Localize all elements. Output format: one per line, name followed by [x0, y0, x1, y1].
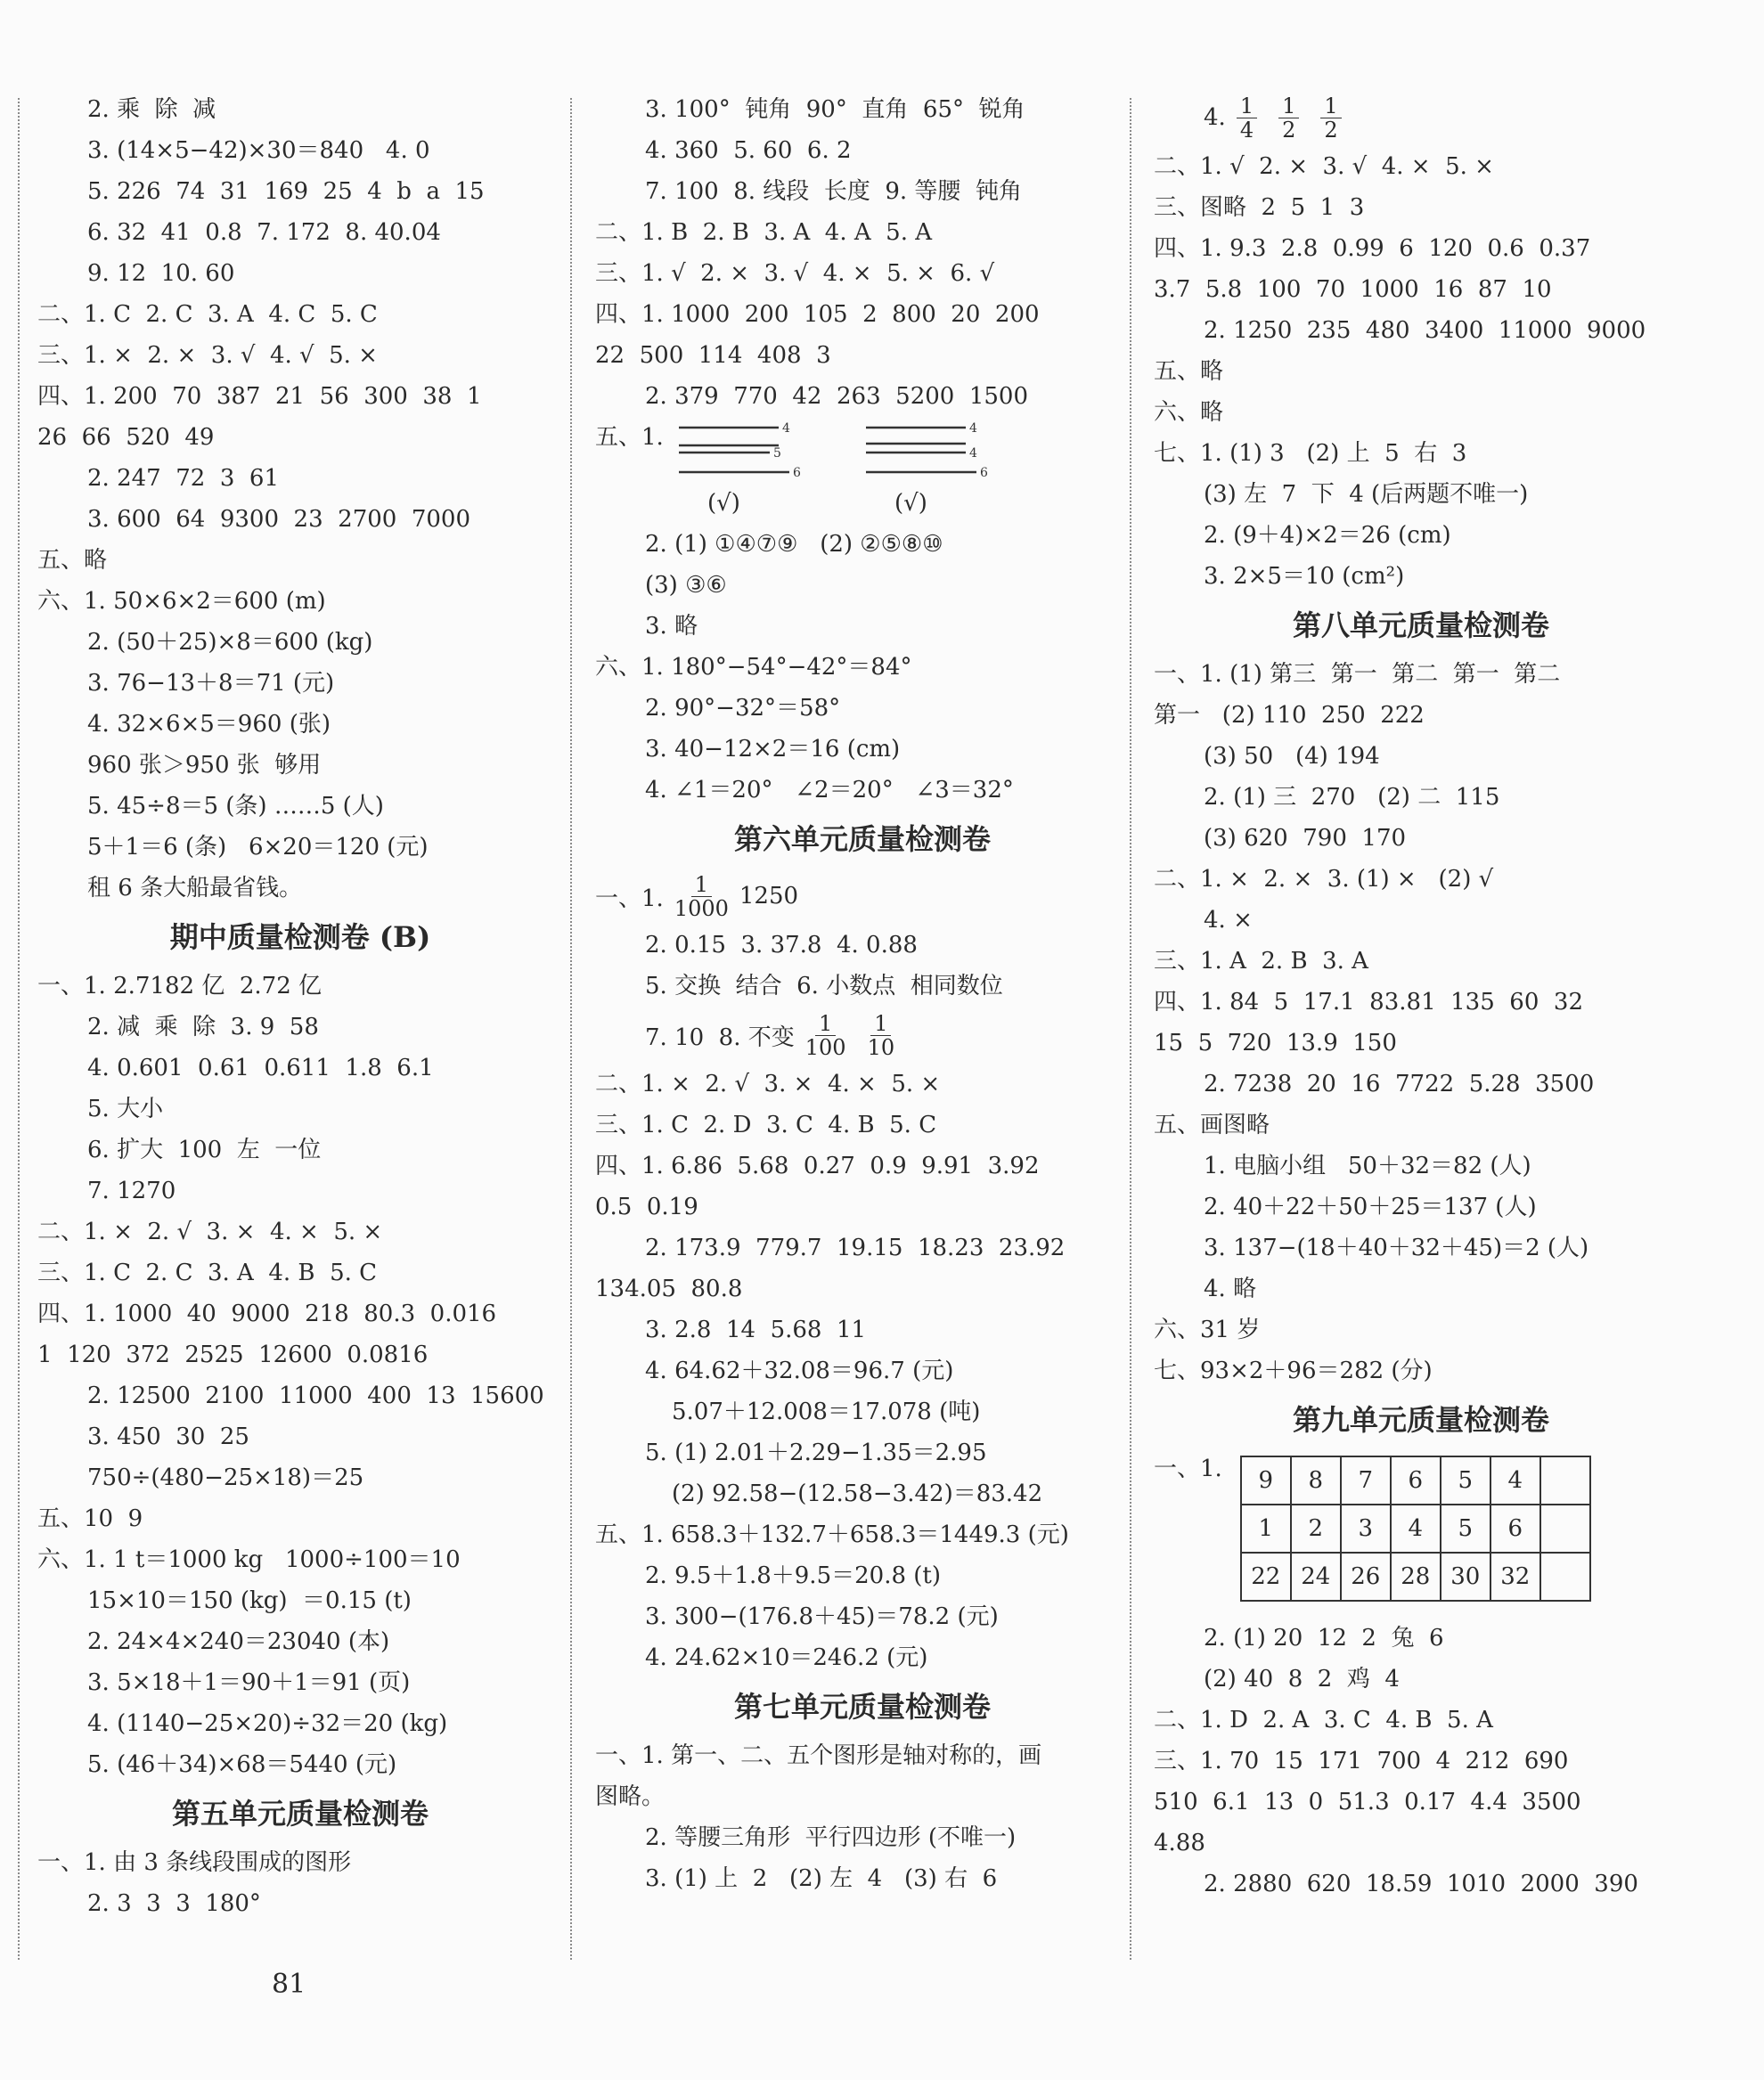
answer-line: 26 66 520 49 [37, 424, 215, 451]
answer-line: 5. 226 74 31 169 25 4 b a 15 [87, 178, 485, 205]
answer-line: 4. 360 5. 60 6. 2 [645, 137, 852, 164]
answer-line: 7. 1270 [87, 1178, 176, 1204]
answer-line: 2. 9.5＋1.8＋9.5＝20.8 (t) [645, 1562, 942, 1589]
answer-line: 五、10 9 [37, 1505, 143, 1532]
answer-line: 2. 7238 20 16 7722 5.28 3500 [1204, 1071, 1595, 1097]
answer-line: 六、1. 50×6×2＝600 (m) [37, 588, 326, 615]
answer-line: 5. 大小 [87, 1096, 164, 1122]
grid-row [1241, 1505, 1590, 1553]
section-heading: 第五单元质量检测卷 [171, 1797, 429, 1831]
answer-line: 4. 略 [1204, 1276, 1257, 1302]
answer-line: 3.7 5.8 100 70 1000 16 87 10 [1154, 276, 1552, 303]
section-heading: 第六单元质量检测卷 [733, 822, 991, 856]
segment-label: 6 [793, 466, 801, 479]
answer-line: 5＋1＝6 (条) 6×20＝120 (元) [87, 834, 429, 861]
answer-line: 3. (1) 上 2 (2) 左 4 (3) 右 6 [645, 1865, 998, 1892]
denominator: 2 [1324, 117, 1338, 143]
grid-cell: 22 [1241, 1553, 1291, 1601]
answer-line: 3. 40−12×2＝16 (cm) [645, 736, 901, 763]
triangle-sides-question [595, 417, 1130, 524]
grid-cell: 6 [1391, 1456, 1441, 1505]
grid-cell: 26 [1341, 1553, 1391, 1601]
answer-line: (2) 92.58−(12.58−3.42)＝83.42 [672, 1480, 1043, 1507]
answer-line: 6. 32 41 0.8 7. 172 8. 40.04 [87, 219, 441, 246]
answer-line: 二、1. × 2. √ 3. × 4. × 5. × [37, 1219, 383, 1245]
answer-line: (3) 左 7 下 4 (后两题不唯一) [1204, 481, 1529, 508]
answer-line: 2. 等腰三角形 平行四边形 (不唯一) [645, 1824, 1017, 1851]
segment-figures [672, 417, 992, 524]
answer-line: 2. (1) 20 12 2 兔 6 [1204, 1625, 1444, 1652]
answer-line: 四、1. 200 70 387 21 56 300 38 1 [37, 383, 482, 410]
numerator: 1 [1278, 94, 1299, 118]
answer-line: 3. 137−(18＋40＋32＋45)＝2 (人) [1204, 1235, 1589, 1261]
answer-line: 4. 0.601 0.61 0.611 1.8 6.1 [87, 1055, 434, 1081]
numerator: 1 [691, 873, 712, 897]
grid-cell: 4 [1391, 1505, 1441, 1553]
answer-line: 四、1. 1000 40 9000 218 80.3 0.016 [37, 1301, 497, 1327]
page-number: 81 [272, 1969, 306, 2000]
answer-line: 二、1. D 2. A 3. C 4. B 5. A [1154, 1707, 1493, 1733]
answer-line: 3. 略 [645, 613, 698, 640]
grid-row [1241, 1456, 1590, 1505]
answer-line: (3) 50 (4) 194 [1204, 743, 1380, 770]
answer-line: 3. 76−13＋8＝71 (元) [87, 670, 335, 697]
grid-cell: 5 [1441, 1505, 1490, 1553]
segment-set-1 [672, 417, 805, 479]
answer-line: 二、1. × 2. √ 3. × 4. × 5. × [595, 1071, 941, 1097]
answer-line: 六、1. 1 t＝1000 kg 1000÷100＝10 [37, 1546, 461, 1573]
grid-cell [1540, 1505, 1590, 1553]
answer-line: (2) 40 8 2 鸡 4 [1204, 1666, 1400, 1693]
answer-line: 六、略 [1154, 399, 1224, 426]
numerator: 1 [1237, 94, 1257, 118]
answer-line: 三、1. × 2. × 3. √ 4. √ 5. × [37, 342, 378, 369]
answer-line: 6. 扩大 100 左 一位 [87, 1137, 322, 1163]
denominator: 2 [1282, 117, 1296, 143]
answer-line: 四、1. 1000 200 105 2 800 20 200 [595, 301, 1040, 328]
answer-line: 第一 (2) 110 250 222 [1154, 702, 1425, 729]
answer-line: 2. 1250 235 480 3400 11000 9000 [1204, 317, 1646, 344]
answer-line: 5. (46＋34)×68＝5440 (元) [87, 1751, 397, 1778]
answer-line: 5.07＋12.008＝17.078 (吨) [672, 1399, 981, 1425]
section-heading: 第八单元质量检测卷 [1292, 608, 1549, 642]
fraction [674, 873, 729, 920]
answer-line: 4. 64.62＋32.08＝96.7 (元) [645, 1358, 954, 1384]
answer-line: 三、图略 2 5 1 3 [1154, 194, 1365, 221]
answer-line: 15 5 720 13.9 150 [1154, 1030, 1397, 1056]
answer-line: 三、1. 70 15 171 700 4 212 690 [1154, 1748, 1569, 1774]
answer-text: 一、1. [595, 885, 664, 912]
grid-cell: 9 [1241, 1456, 1291, 1505]
answer-line: 2. 12500 2100 11000 400 13 15600 [87, 1383, 544, 1409]
answer-line: 三、1. C 2. D 3. C 4. B 5. C [595, 1112, 937, 1138]
answer-line: 2. 247 72 3 61 [87, 465, 279, 492]
segment-label: 4 [969, 421, 977, 436]
grid-cell: 5 [1441, 1456, 1490, 1505]
numerator: 1 [1320, 94, 1341, 118]
answer-line: 3. 300−(176.8＋45)＝78.2 (元) [645, 1603, 999, 1630]
answer-line: 2. 40＋22＋50＋25＝137 (人) [1204, 1194, 1537, 1220]
answer-line: 2. 379 770 42 263 5200 1500 [645, 383, 1029, 410]
answer-line: 1. 电脑小组 50＋32＝82 (人) [1204, 1153, 1531, 1179]
fraction [805, 1012, 846, 1059]
answer-line: 三、1. √ 2. × 3. √ 4. × 5. × 6. √ [595, 260, 995, 287]
answer-text: 4. [1204, 104, 1226, 131]
column-divider-left [18, 98, 20, 1960]
answer-line: (3) ③⑥ [645, 572, 727, 599]
answer-line: 四、1. 6.86 5.68 0.27 0.9 9.91 3.92 [595, 1153, 1040, 1179]
grid-cell: 8 [1291, 1456, 1341, 1505]
check-mark: (√) [894, 490, 927, 517]
column-1 [37, 89, 563, 1924]
answer-line: 2. 24×4×240＝23040 (本) [87, 1628, 390, 1655]
answer-line: 五、1. 658.3＋132.7＋658.3＝1449.3 (元) [595, 1521, 1069, 1548]
answer-line: 2. (1) ①④⑦⑨ (2) ②⑤⑧⑩ [645, 531, 943, 558]
answer-line: 二、1. C 2. C 3. A 4. C 5. C [37, 301, 378, 328]
section-heading: 期中质量检测卷 (B) [169, 920, 431, 954]
answer-line: 2. (1) 三 270 (2) 二 115 [1204, 784, 1500, 811]
numerator: 1 [815, 1012, 836, 1036]
denominator: 1000 [674, 895, 729, 921]
answer-line: 2. (9＋4)×2＝26 (cm) [1204, 522, 1451, 549]
answer-line: 2. (50＋25)×8＝600 (kg) [87, 629, 373, 656]
section-heading: 第九单元质量检测卷 [1292, 1403, 1549, 1437]
answer-line: 3. (14×5−42)×30＝840 4. 0 [87, 137, 430, 164]
answer-line: 9. 12 10. 60 [87, 260, 235, 287]
grid-cell: 4 [1490, 1456, 1540, 1505]
answer-line: 3. 450 30 25 [87, 1423, 249, 1450]
answer-line: 2. 173.9 779.7 19.15 18.23 23.92 [645, 1235, 1066, 1261]
answer-line: 134.05 80.8 [595, 1276, 743, 1302]
answer-line: 一、1. 2.7182 亿 2.72 亿 [37, 973, 322, 999]
answer-line: 3. 100° 钝角 90° 直角 65° 锐角 [645, 96, 1025, 123]
answer-line: 2. 2880 620 18.59 1010 2000 390 [1204, 1871, 1638, 1897]
grid-cell: 32 [1490, 1553, 1540, 1601]
answer-line: 4. 32×6×5＝960 (张) [87, 711, 331, 738]
answer-text: 7. 10 8. 不变 [645, 1024, 795, 1051]
answer-line: 4. ∠1＝20° ∠2＝20° ∠3＝32° [645, 777, 1014, 803]
denominator: 10 [867, 1034, 895, 1060]
fraction [868, 1012, 895, 1059]
answer-line: 1 120 372 2525 12600 0.0816 [37, 1342, 429, 1368]
grid-cell [1540, 1456, 1590, 1505]
column-3 [1154, 89, 1688, 1905]
answer-line-fraction [595, 868, 1130, 925]
number-grid-question [1154, 1448, 1688, 1618]
answer-line: 750÷(480−25×18)＝25 [87, 1464, 364, 1491]
check-mark: (√) [707, 490, 740, 517]
grid-cell: 6 [1490, 1505, 1540, 1553]
number-grid [1240, 1456, 1591, 1602]
answer-line: 15×10＝150 (kg) ＝0.15 (t) [87, 1587, 412, 1614]
answer-line: 3. 2.8 14 5.68 11 [645, 1317, 867, 1343]
answer-line: 三、1. A 2. B 3. A [1154, 948, 1368, 975]
answer-line: 五、略 [37, 547, 108, 574]
answer-line-fraction [595, 1007, 1130, 1064]
answer-line: 二、1. B 2. B 3. A 4. A 5. A [595, 219, 933, 246]
answer-line: 四、1. 84 5 17.1 83.81 135 60 32 [1154, 989, 1583, 1016]
grid-cell: 28 [1391, 1553, 1441, 1601]
answer-line: 六、31 岁 [1154, 1317, 1261, 1343]
fraction [1320, 94, 1341, 142]
column-divider-right [1130, 98, 1131, 1960]
answer-line: 五、画图略 [1154, 1112, 1270, 1138]
fraction [1278, 94, 1299, 142]
answer-line: 2. 0.15 3. 37.8 4. 0.88 [645, 932, 918, 958]
column-divider-middle [570, 98, 572, 1960]
answer-line: 4. × [1204, 907, 1253, 934]
answer-line: 0.5 0.19 [595, 1194, 698, 1220]
segment-figure-1 [672, 417, 805, 524]
answer-line: 5. (1) 2.01＋2.29−1.35＝2.95 [645, 1440, 987, 1466]
answer-line: 二、1. √ 2. × 3. √ 4. × 5. × [1154, 153, 1494, 180]
answer-line: 22 500 114 408 3 [595, 342, 831, 369]
segment-label: 4 [969, 446, 977, 461]
answer-line: 2. 乘 除 减 [87, 96, 216, 123]
answer-line: 一、1. 第一、二、五个图形是轴对称的，画 [595, 1742, 1042, 1769]
answer-line: 五、1. [595, 424, 664, 451]
answer-line: 4. (1140−25×20)÷32＝20 (kg) [87, 1710, 448, 1737]
answer-line: 4. 24.62×10＝246.2 (元) [645, 1644, 928, 1671]
answer-line: 三、1. C 2. C 3. A 4. B 5. C [37, 1260, 378, 1286]
answer-line: 七、93×2＋96＝282 (分) [1154, 1358, 1433, 1384]
answer-line: 3. 2×5＝10 (cm²) [1204, 563, 1405, 590]
answer-line: 租 6 条大船最省钱。 [87, 875, 303, 901]
answer-line: 4.88 [1154, 1830, 1205, 1856]
grid-cell [1540, 1553, 1590, 1601]
answer-line: 五、略 [1154, 358, 1224, 385]
answer-line: 2. 减 乘 除 3. 9 58 [87, 1014, 319, 1040]
answer-line-fraction [1154, 89, 1688, 146]
segment-label: 6 [980, 466, 988, 479]
grid-cell: 3 [1341, 1505, 1391, 1553]
answer-line: 七、1. (1) 3 (2) 上 5 右 3 [1154, 440, 1467, 467]
grid-cell: 7 [1341, 1456, 1391, 1505]
answer-line: 2. 90°−32°＝58° [645, 695, 841, 722]
answer-line: 510 6.1 13 0 51.3 0.17 4.4 3500 [1154, 1789, 1581, 1815]
fraction [1237, 94, 1257, 142]
answer-line: 3. 600 64 9300 23 2700 7000 [87, 506, 471, 533]
segment-label: 4 [782, 421, 790, 436]
numerator: 1 [870, 1012, 891, 1036]
answer-line: 二、1. × 2. × 3. (1) × (2) √ [1154, 866, 1494, 893]
denominator: 4 [1239, 117, 1254, 143]
segment-figure-2 [859, 417, 992, 524]
grid-row [1241, 1553, 1590, 1601]
denominator: 100 [804, 1034, 846, 1060]
answer-line: 图略。 [595, 1783, 666, 1810]
answer-text: 1250 [739, 883, 799, 909]
answer-line: 5. 45÷8＝5 (条) ……5 (人) [87, 793, 384, 820]
answer-line: 六、1. 180°−54°−42°＝84° [595, 654, 912, 681]
answer-line: 3. 5×18＋1＝90＋1＝91 (页) [87, 1669, 411, 1696]
answer-line: 5. 交换 结合 6. 小数点 相同数位 [645, 973, 1003, 999]
segment-label: 5 [773, 446, 781, 461]
grid-cell: 2 [1291, 1505, 1341, 1553]
grid-cell: 30 [1441, 1553, 1490, 1601]
answer-text: 一、1. [1154, 1456, 1222, 1482]
answer-line: 2. 3 3 3 180° [87, 1890, 261, 1917]
column-2 [595, 89, 1130, 1899]
answer-line: 一、1. (1) 第三 第一 第二 第一 第二 [1154, 661, 1561, 688]
answer-line: 四、1. 9.3 2.8 0.99 6 120 0.6 0.37 [1154, 235, 1591, 262]
segment-set-2 [859, 417, 992, 479]
section-heading: 第七单元质量检测卷 [733, 1690, 991, 1724]
answer-line: 一、1. 由 3 条线段围成的图形 [37, 1849, 352, 1876]
answer-line: 960 张＞950 张 够用 [87, 752, 322, 779]
grid-cell: 24 [1291, 1553, 1341, 1601]
grid-cell: 1 [1241, 1505, 1291, 1553]
answer-line: 7. 100 8. 线段 长度 9. 等腰 钝角 [645, 178, 1022, 205]
answer-line: (3) 620 790 170 [1204, 825, 1407, 852]
